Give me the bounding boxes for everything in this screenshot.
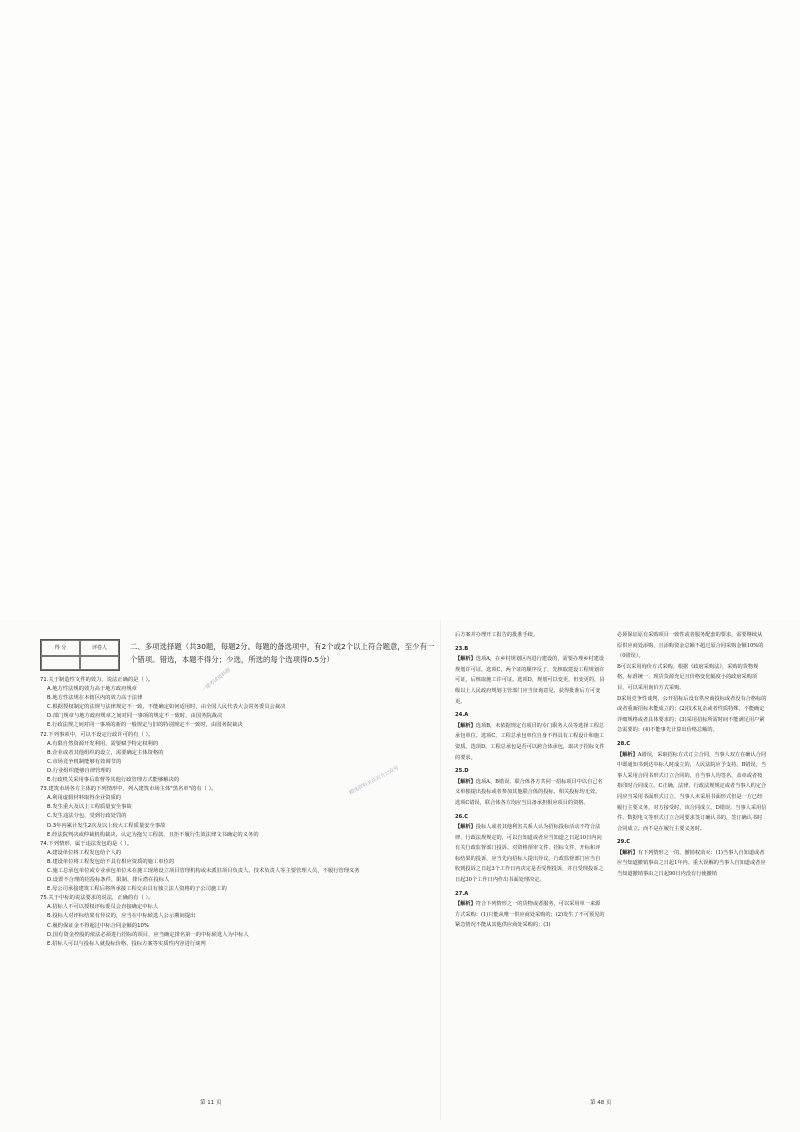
answer-column-2 [617,630,767,880]
question-option: D.行业组织能够自律管理的 [47,767,112,774]
answer-column-1 [455,630,605,931]
watermark: 精选资料关注官方公众号 [348,765,400,797]
question-option: B.发生重大及以上工程质量安全事故 [47,804,132,811]
explanation-text: 后方案并办理开工报告的批准手续。 [455,632,539,638]
question-option: D.部门规章与地方政府规章之间对同一事项的规定不一致时，由国务院裁决 [47,713,223,720]
question-stem: 71.关于制造性文件的效力，说法正确的是（ ）。 [40,677,154,683]
analysis-tag: 【解析】 [455,778,476,785]
explanation-text: 投标人或者其他利害关系人认为招标投标活动不符合法律、行政法规规定的，可以自知道或者应当知道之日起10日内向有关行政监督部门投诉。对资格预审文件、招标文件、开标和评标结果的投诉，应当先向招标人提出异议。行政监督部门应当自收到投诉之日起3个工作日内决定是否受理投诉，并自受理投诉之日起30个工作日内作出书面处理决定。 [455,824,604,884]
explanation-text: 符合下列情形之一的货物或者服务，可以采用单一来源方式采购：(1)只能从唯一供应商处采购的；(2)发生了不可预见的紧急情况不能从其他供应商处采购的；(3) [455,901,605,929]
explanation-text: 有下列情形之一的，撤销权消灭：(1)当事人自知道或者应当知道撤销事由之日起1年内、重大误解的当事人自知道或者应当知道撤销事由之日起90日内没有行使撤销 [617,849,766,878]
answer-number: 27.A [455,890,469,897]
explanation-text: B可以采用询价方式采购。根据《政府采购法》，采购的货物规格、标准统一、现货货源充足且价格变化幅度小的政府采购项目，可以采用询价方式采购。 [617,663,759,691]
page-number-left: 第 11 页 [200,1100,222,1106]
explanation-paragraph [455,899,605,931]
answer-number: 25.D [455,768,469,775]
explanation-text: 选项B，未依据规定有项目的专门职务人员等选择工程总承包单位。选项C，工程总承包单位自身不得具有工程设计和施工资质。选项D，工程总承包是否可以跨合体承包，取决于招标文件的要求。 [455,722,605,761]
score-blank [41,656,80,670]
analysis-tag: 【解析】 [617,751,638,758]
question-option: A.招标人不可以授权评标委员会直接确定中标人 [47,904,159,911]
question-item [40,840,435,895]
question-column [40,676,435,949]
question-option: B.地方性法规在本辖区内的效力高于法律 [47,695,143,702]
question-option: C.施工总承包单位或专业承包单位未在施工现场设立项目管理机构或未派驻项目负责人、技术负责人等主要管理人员，不履行管理义务 [47,867,360,874]
explanation-text: 选项A、B错误，联合体各方共同一招标项目中以自己名义单独提出投标或者参加其他联合体的投标，相关投标均无效。选项C错误，联合体各方均应当具备承担相应项目的资格。 [455,778,603,806]
question-option: E.行政法规之间对同一事项的新的一般规定与旧的特别规定不一致时，由国务院裁决 [47,722,243,729]
question-option: A.地方性法规的效力高于地方政府规章 [47,686,137,693]
explanation-text: D采用竞争性谈判，公开招标后没有供应商投标或者没有合格标的或者重新招标未能成立的；(2)技术复杂或者性质特殊，不能确定详细规格或者具体要求的；(3)采用招标所需时间不能满足用户紧急需要的；(4)不能事先计算出价格总额的。 [617,695,767,734]
question-option: B.企业或者其他组织的设立，需要确定主体资格的 [47,749,164,756]
explanation-paragraph [617,750,767,835]
question-option: C.市场竞争机制能够有效调节的 [47,758,122,765]
analysis-tag: 【解析】 [455,901,476,908]
question-option: B.建设单位将工程发包给不具有相应资质的施工单位的 [47,858,175,865]
explanation-paragraph [455,630,605,641]
question-option: A.有限自然资源开发利用，需要赋予特定权利的 [47,740,159,747]
question-option: D.设置不合理的招投标条件，限制、排斥潜在投标人 [47,877,170,884]
grader-blank [80,656,119,670]
question-option: B.投标人对评标结果有异议的，应当在中标候选人公示期间提出 [47,913,196,920]
question-option: D.3年内累计发生2次及以上较大工程质量安全事故 [47,822,166,829]
answer-number: 24.A [455,712,469,719]
section-title: 二、多项选择题（共30题，每题2分。每题的备选项中，有2个或2个以上符合题意，至少有一个错项。错选，本题不得分；少选，所选的每个选项得0.5分） [130,642,435,664]
explanation-paragraph [617,848,767,880]
question-item [40,676,435,731]
score-label: 得 分 [41,640,80,656]
explanation-paragraph [617,694,767,736]
analysis-tag: 【解析】 [455,722,476,729]
explanation-paragraph [617,630,767,662]
answer-number: 28.C [617,740,630,747]
explanation-paragraph [455,822,605,886]
explanation-text: 选项A，在乡村规划区内进行建设的，需要办理乡村建设规划许可证。选项C，两个证的顺序反了，先核取建设工程规划许可证，后核取施工许可证。选项D，规划可以变更，但变更的，县级以上人民政府规划主管部门应当征询意见，获得批准后方可变更。 [455,656,605,705]
explanation-paragraph [617,662,767,694]
explanation-paragraph [455,777,605,809]
question-option: C.发生违法分包，受到行政处罚的 [47,813,127,820]
question-option: A.利用虚假材料取得企业资质的 [47,795,122,802]
page-number-right: 第 48 页 [590,1100,612,1106]
question-item [40,894,435,949]
question-option: D.国有资金控股的依法必须进行招标的项目，应当确定排名第一的中标候选人为中标人 [47,931,249,938]
analysis-tag: 【解析】 [455,656,476,663]
question-stem: 72.下列事项中，可以不设定行政许可的有（ ）。 [40,731,154,738]
explanation-text: A错误，采取招标方式订立合同，当事人双方在确认合同中即通知书到达中标人时成立的，人民法院应予支持。B错误，当事人采用合同书形式订立合同的，自当事人均签名、盖章或者按指印时合同成立。C正确，法律、行政法规规定或者当事人约定合同应当采用书面形式订立，当事人未采用书面形式但是一方已经履行主要义务，对方接受时，该合同成立。D错误，当事人采用信件、数据电文等形式订立合同要求签订确认书的，签订确认书时合同成立。而不是在履行主要义务时。 [617,751,767,832]
explanation-paragraph [455,654,605,707]
question-stem: 73.建筑市场各方主体的下列情形中，列入建筑市场主体"黑名单"的有（ ）。 [40,786,217,793]
question-option: C.根据授权制定的法规与法律规定不一致，不能确定如何适用时，由全国人民代表大会常务委员会裁决 [47,704,286,711]
answer-number: 23.B [455,645,469,652]
question-item [40,785,435,840]
question-stem: 75.关于中标的说法要求的说法，正确的有（ ）。 [40,895,154,902]
analysis-tag: 【解析】 [455,824,476,831]
question-option: E.行政机关采用事后监督等其他行政管理方式能够解决的 [47,777,180,784]
question-stem: 74.下列情形，属于违法发包的是（ ）。 [40,840,133,847]
page-divider [440,620,441,1120]
question-option: E.经法院判决或仲裁机构裁决，认定为拖欠工程款，且拒不履行生效法律文书确定的义务的 [47,831,259,838]
question-option: E.招标人可以与投标人就投标价格、投标方案等实质性内容进行谈判 [47,940,206,947]
analysis-tag: 【解析】 [617,849,638,856]
grader-label: 评卷人 [80,640,119,656]
explanation-paragraph [455,721,605,763]
question-option: C.履约保证金不得超过中标合同金额的10% [47,922,149,929]
explanation-text: 必须保证原有采购项目一致性或者服务配套的要求，需要继续从原供应商处添购，且添购资金总额不超过原合同采购金额10%的（0错误）。 [617,632,764,660]
watermark: 一建考试资料群 [200,667,232,694]
question-option: A.建设单位将工程发包给个人的 [47,849,122,856]
question-option: E.母公司承接建筑工程后将所承接工程交由具有独立法人资格的子公司施工的 [47,886,227,893]
answer-number: 26.C [455,813,468,820]
score-box [40,639,120,671]
answer-number: 29.C [617,839,630,846]
